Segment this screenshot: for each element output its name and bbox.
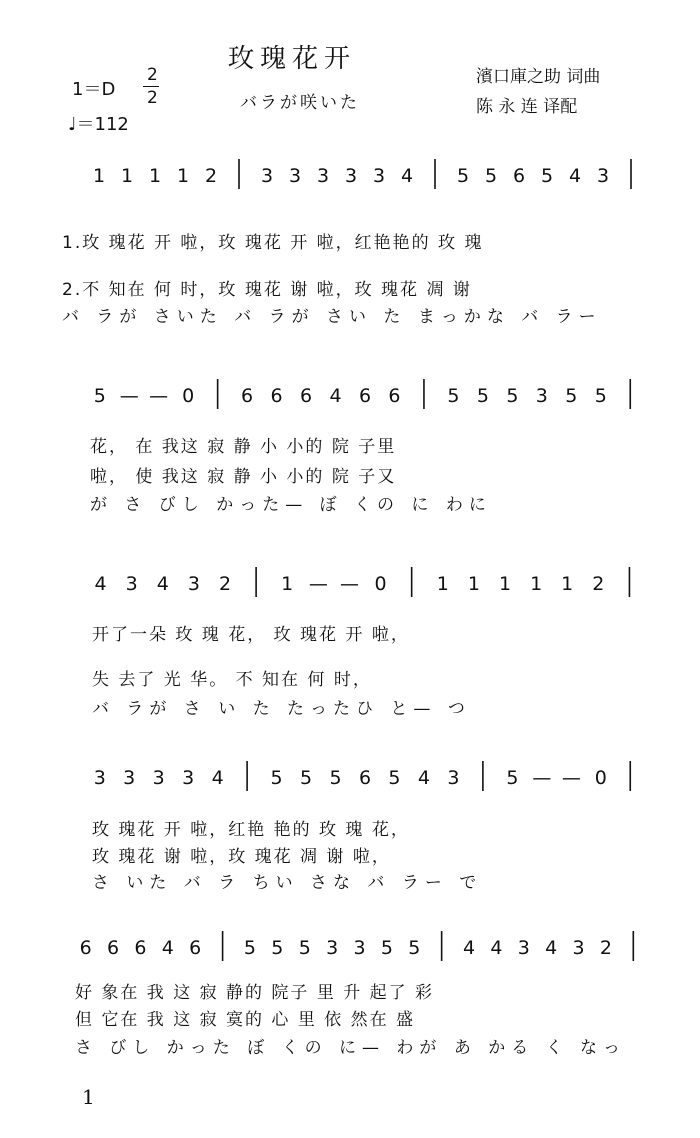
lyric-line-3-3: バ ラが さ い た たったひ と— つ xyxy=(92,699,471,719)
note-digit: 0 xyxy=(182,385,195,407)
lyric-line-4-2: 玫 瑰花 谢 啦，玫 瑰花 凋 谢 啦， xyxy=(92,847,391,867)
note-digit: 5 xyxy=(506,767,519,789)
lyric-line-5-2: 但 它在 我 这 寂 寞的 心 里 依 然在 盛 xyxy=(75,1010,416,1030)
system-4-notes xyxy=(94,761,631,791)
note-digit: 1 xyxy=(467,573,480,595)
note-digit: 0 xyxy=(594,767,607,789)
time-signature-bar xyxy=(143,86,159,87)
note-digit: 3 xyxy=(447,767,460,789)
song-subtitle: バラが咲いた xyxy=(240,93,360,113)
note-digit: 1 xyxy=(92,165,106,187)
note-digit: 6 xyxy=(300,385,313,407)
lyric-line-4-3: さ いた バ ラ ちい さな バ ラー で xyxy=(92,873,483,893)
note-digit: 2 xyxy=(204,165,218,187)
dash-extension: — xyxy=(561,767,581,789)
dash-extension: — xyxy=(532,767,552,789)
note-digit: 5 xyxy=(506,385,519,407)
note-digit: 4 xyxy=(417,767,430,789)
note-digit: 4 xyxy=(156,573,169,595)
dash-extension: — xyxy=(119,385,139,407)
dash-extension: — xyxy=(149,385,169,407)
note-digit: 5 xyxy=(329,767,342,789)
note-digit: 3 xyxy=(326,937,339,959)
note-digit: 5 xyxy=(565,385,578,407)
note-digit: 5 xyxy=(298,937,311,959)
lyric-line-5-1: 好 象在 我 这 寂 静的 院子 里 升 起了 彩 xyxy=(75,983,435,1003)
note-digit: 2 xyxy=(592,573,605,595)
note-digit: 5 xyxy=(300,767,313,789)
note-digit: 6 xyxy=(358,767,372,789)
dash-extension: — xyxy=(339,573,359,595)
note-digit: 5 xyxy=(408,937,421,959)
system-1-notes xyxy=(93,159,631,189)
note-digit: 6 xyxy=(388,385,401,407)
system-3-notes xyxy=(95,567,630,597)
lyric-line-1-3: バ ラが さいた バ ラが さい た まっかな バ ラー xyxy=(62,307,602,327)
note-digit: 6 xyxy=(134,937,147,959)
note-digit: 5 xyxy=(93,385,106,407)
note-digit: 0 xyxy=(374,573,387,595)
notation-row-5 xyxy=(72,927,647,967)
note-digit: 3 xyxy=(93,767,106,789)
note-digit: 3 xyxy=(517,937,530,959)
note-digit: 5 xyxy=(447,385,460,407)
lyric-line-5-3: さ びし かった ぼ くの に— わが あ かる く なっ xyxy=(75,1038,627,1058)
note-digit: 1 xyxy=(281,573,294,595)
note-digit: 6 xyxy=(241,385,254,407)
note-digit: 1 xyxy=(148,165,162,187)
note-digit: 4 xyxy=(568,165,582,187)
note-digit: 3 xyxy=(260,165,274,187)
note-digit: 2 xyxy=(218,573,232,595)
lyric-line-3-1: 开了一朵 玫 瑰 花， 玫 瑰花 开 啦， xyxy=(92,625,410,645)
note-digit: 5 xyxy=(484,165,498,187)
note-digit: 3 xyxy=(572,937,585,959)
note-digit: 4 xyxy=(94,573,107,595)
note-digit: 5 xyxy=(476,385,489,407)
note-digit: 6 xyxy=(79,937,92,959)
note-digit: 3 xyxy=(182,767,195,789)
page-number: 1 xyxy=(82,1085,95,1109)
note-digit: 6 xyxy=(512,165,526,187)
note-digit: 5 xyxy=(380,937,393,959)
note-digit: 5 xyxy=(243,937,257,959)
lyric-line-1-1: 1.玫 瑰花 开 啦，玫 瑰花 开 啦，红艳艳的 玫 瑰 xyxy=(62,233,484,253)
time-signature-numerator: 2 xyxy=(147,65,158,85)
note-digit: 4 xyxy=(400,165,414,187)
note-digit: 1 xyxy=(436,573,449,595)
lyric-line-3-2: 失 去了 光 华。 不 知在 何 时， xyxy=(92,670,372,690)
key-signature: 1＝D xyxy=(72,79,116,100)
lyric-line-2-1: 花， 在 我这 寂 静 小 小的 院 子里 xyxy=(90,437,397,457)
dash-extension: — xyxy=(308,573,328,595)
note-digit: 1 xyxy=(120,165,134,187)
note-digit: 4 xyxy=(545,937,558,959)
note-digit: 1 xyxy=(530,573,543,595)
note-digit: 1 xyxy=(561,573,574,595)
note-digit: 5 xyxy=(540,165,554,187)
composer-credit: 濱口庫之助 词曲 xyxy=(476,67,601,87)
note-digit: 3 xyxy=(125,573,138,595)
note-digit: 5 xyxy=(456,165,470,187)
system-2-notes xyxy=(94,379,631,409)
note-digit: 4 xyxy=(462,937,476,959)
system-5-notes xyxy=(80,931,634,961)
note-digit: 3 xyxy=(596,165,610,187)
note-digit: 3 xyxy=(288,165,302,187)
note-digit: 5 xyxy=(594,385,607,407)
notation-row-2 xyxy=(85,375,645,415)
translator-credit: 陈 永 连 译配 xyxy=(476,97,578,117)
note-digit: 1 xyxy=(498,573,512,595)
note-digit: 6 xyxy=(107,937,120,959)
tempo-marking: ♩＝112 xyxy=(68,114,129,135)
note-digit: 3 xyxy=(353,937,366,959)
note-digit: 4 xyxy=(211,767,224,789)
note-digit: 3 xyxy=(187,573,200,595)
note-digit: 6 xyxy=(189,937,202,959)
note-digit: 3 xyxy=(372,165,386,187)
notation-row-4 xyxy=(85,757,645,797)
time-signature-denominator: 2 xyxy=(147,88,158,108)
note-digit: 6 xyxy=(358,385,372,407)
note-digit: 3 xyxy=(123,767,136,789)
note-digit: 1 xyxy=(176,165,190,187)
note-digit: 3 xyxy=(152,767,165,789)
song-title: 玫瑰花开 xyxy=(228,44,357,74)
lyric-line-1-2: 2.不 知在 何 时，玫 瑰花 谢 啦，玫 瑰花 凋 谢 xyxy=(62,280,472,300)
note-digit: 4 xyxy=(161,937,174,959)
note-digit: 4 xyxy=(329,385,342,407)
note-digit: 3 xyxy=(344,165,358,187)
note-digit: 2 xyxy=(599,937,612,959)
note-digit: 5 xyxy=(388,767,401,789)
lyric-line-2-2: 啦， 使 我这 寂 静 小 小的 院 子又 xyxy=(90,467,397,487)
note-digit: 5 xyxy=(271,937,284,959)
notation-row-3 xyxy=(85,563,645,603)
lyric-line-2-3: が さ びし かった— ぼ くの に わに xyxy=(90,495,492,515)
notation-row-1 xyxy=(85,155,645,195)
lyric-line-4-1: 玫 瑰花 开 啦，红艳 艳的 玫 瑰 花， xyxy=(92,820,410,840)
note-digit: 3 xyxy=(316,165,330,187)
note-digit: 6 xyxy=(270,385,283,407)
note-digit: 4 xyxy=(490,937,503,959)
note-digit: 5 xyxy=(270,767,283,789)
note-digit: 3 xyxy=(535,385,548,407)
